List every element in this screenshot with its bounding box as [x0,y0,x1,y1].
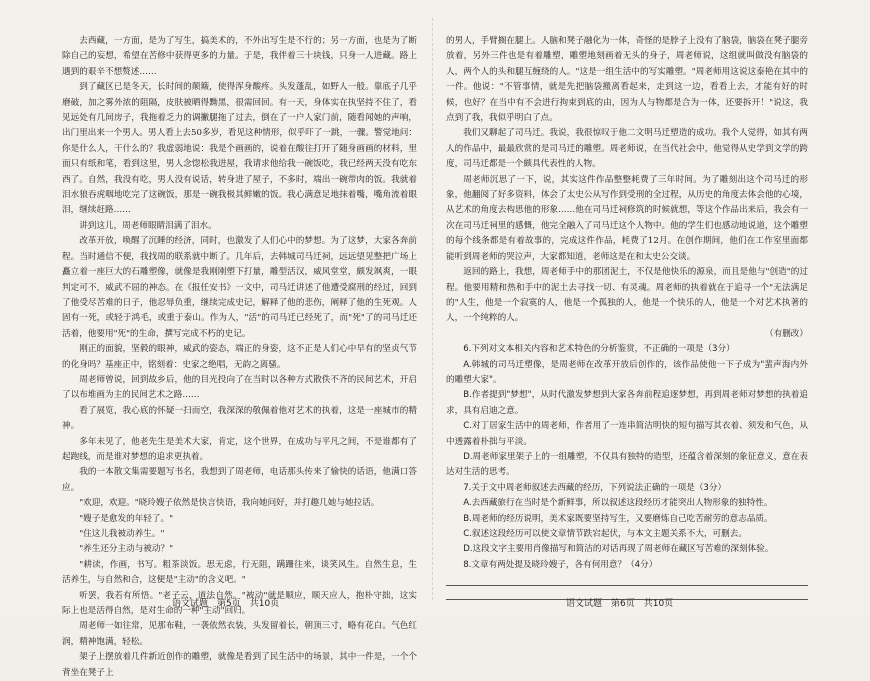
source-note: （有删改） [765,328,808,339]
paragraph: 我们又聊起了司马迁。我说，我很惊叹于他二文明马迁塑造的成功。我个人觉得，如其有两人的作品中，最最欣赏的是司马迁的雕塑。周老师说，在当代社会中，他觉得从史学到文学的跨度，司马迁都是一个颇具代表性的人物。 [446,128,808,170]
paragraph: 周老师曾说，回到故乡后，他的目光投向了在当时以各种方式散佚不齐的民间艺术，开启了以布堆画为主的民间艺术之路…… [62,374,417,401]
paragraph: 讲到这儿，周老师眼睛泪满了泪水。 [79,220,217,231]
answer-line-1[interactable] [446,585,808,586]
paragraph: 周老师沉思了一下，说，其实这件作品整整耗费了三年时间。为了雕刻出这个司马迁的形象，他翻阅了好多资料，体会了太史公从写作到受刑的全过程，从历史的角度去体会他的心境，从艺术的角度去构思他的形象……他在司马迁祠修筑的时候就想，等这个作品出来后，我会有一次在司马迁祠里的感慨，他完全融入了司马迁这个人物中。他的学生们也感动地说道，这个雕塑的每个线条都是有着故事的，完成这件作品，耗费了12月。在创作期间，他们在工作室里面都能听到周老师的哭泣声，大家都知道，老师这是在和太史公交谈。 [446,174,808,262]
answer-option[interactable]: D.这段文字主要用肖像描写和简洁的对话再现了周老师在藏区写苦难的深刻体验。 [463,544,774,555]
question-stem: 6.下列对文本相关内容和艺术特色的分析鉴赏，不正确的一项是（3分） [463,344,735,355]
paragraph: "欢迎，欢迎。"晓玲嫂子依然是快言快语，我向她问好，并打趣几她与她拉话。 [79,498,380,509]
paragraph: 到了藏区已是冬天，长时间的颠簸，使得浑身酸疼。头发蓬乱，如野人一般。靠底子几乎磨破，加之雾外浓的阻隔，皮肤被晒得黝黑，很需回回。有一天，身体实在执坚持不住了，看见远处有几间房子，我拖着乏力的调撇腿拖了过去，倒在了一户人家门前，随看闻她的声响，出门里出来一个男人。男人看上去50多岁，看见这种情形，似乎吓了一跳，一骤。警觉地问：你是什么人，干什么的？我虚弱地说：我是个画画的，说着在酸往打开了随身画画的材料，里面只有纸和笔，看到这里，男人念惚松我进屋，我请求他给我一碗饭吃，我已经两天没有吃东西了。自然，我没有吃，男人没有说话，转身进了屋子，不多时，端出一碗带肉的饭。我就着泪水狼吞虎咽地吃完了这碗饭，那是一碗我极其鲜嫩的饭。我心满意足地抹着嘴，嘴角流着眼泪，继续赶路…… [62,82,417,216]
paragraph: 刚正的面貌，坚毅的眼神，威武的姿态，端正的身姿，这不正是人们心中早有的坚贞气节的化身吗？基座正中，铭刻着：史家之绝唱，无韵之离骚。 [62,344,417,370]
paragraph: 看了展览，我心底的怀疑一扫而空，我深深的敬佩着他对艺术的执着，这是一座城市的精神。 [62,405,417,432]
question-stem: 8.文章有两处提及晓玲嫂子，各有何用意？（4分） [463,559,658,570]
paragraph: 改革开放，唤醒了沉睡的经济，同时，也激发了人们心中的梦想。为了这梦，大家各奔前程。当时通信不便，我找周的联系就中断了。几年后，去韩城司马迁祠，远远望见整把广场上矗立着一座巨大的石雕塑像，就像是我刚刚塑下打量，雕型活汉，威风堂堂，颇发飒爽，一眼判定可不，威武不屈的神态。在《报任安书》一文中，司马迁讲述了他遭受腐刑的经过，回到了他受尽苦难的日子，他忍辱负重，继续完成史记，解释了他的悲伤，阐释了他的生死观。人固有一死，或轻于鸿毛，或重于泰山。作为人，"活"的司马迁已经死了，而"死"了的司马迁还活着，他要用"死"的生命，撰写完成不朽的史记。 [62,236,417,339]
answer-option[interactable]: A.韩城的司马迁塑像，是周老师在改革开放后创作的，该作品使他一下子成为"蜚声海内外的雕塑大家"。 [446,359,808,385]
answer-option[interactable]: B.周老师的经历说明，美术家既要坚持写生，又要磨炼自己吃苦耐劳的意志品质。 [463,513,773,524]
paragraph: 周老师一如往常，见那布鞋，一袭依然衣装，头发留着长，朝顶三寸，略有花白。气色红润，精神饱满，轻松。 [62,621,417,647]
page-6-body [446,34,808,600]
paragraph: "嫂子是愈发的年轻了。" [79,513,174,524]
paragraph: 的男人，手臂搁在腿上。人脑和凳子融化为一体，奇怪的是脖子上没有了脑袋，脑袋在凳子腿旁放着，另外三件也是有着雕塑，雕塑地刻画着无头的身子，周老师说，这组就叫做没有脑袋的人，两个人的头和腿互缠绕的人。"这是一组生活中的写实雕塑。"周老师用这说这泰艳在其中的一件。他说："不管事情，就是先把脑袋搬离看起来，走到这一边，看看上去，才能有好的时候，也好？在当中有不会进行拘束到底的由，因为人与物都是合为一体，还要拆开！"说这，我点到了我，我似乎明白了点。 [446,36,808,124]
paragraph: "养生还分主动与被动？" [79,544,174,555]
paragraph: 听罢，我若有所悟。"老子云，道法自然。"被动"就是顺应，顺天应人，抱朴守拙，这实际上也是活得自然，是对生命的一种"主动"回归。 [62,590,417,617]
question-stem: 7.关于文中周老师叙述去西藏的经历，下列说法正确的一项是（3分） [463,482,727,493]
paragraph: 我的一本散文集需要题写书名，我想到了周老师，电话那头传来了愉快的话语，他满口答应。 [62,467,417,493]
paragraph: 返回的路上，我想，周老师手中的那团泥土，不仅是他快乐的源泉，而且是他与"创造"的过程。他要用精和热和手中的泥土去寻找一切、有灵魂。周老师的执着就在于追寻一个"无法满足的"人生，他是一个寂寞的人，他是一个孤独的人，他是一个快乐的人，他是一个对艺术执著的人，一个纯粹的人。 [446,267,808,324]
answer-option[interactable]: A.去西藏旅行在当时是个新鲜事，所以叙述这段经历才能突出人物形象的独特性。 [463,498,773,509]
paragraph: 架子上摆放着几件新近创作的雕塑，就像是看到了民生活中的场景，其中一件是，一个个背坐在凳子上 [62,652,417,678]
answer-option[interactable]: C.叙述这段经历可以使文章情节跌宕起伏，与本文主题关系不大，可删去。 [463,529,747,539]
page-divider [432,18,433,600]
paragraph: 去西藏，一方面，是为了写生，搞美术的，不外出写生是不行的；另一方面，也是为了断除自己的妄想，希望在苦修中获得更多的力量。于是，我伴着三十块钱，只身一人进藏。路上遇到的艰辛不想赘述…… [62,36,417,77]
page-6-footer: 语文试题 第6页 共10页 [566,599,674,609]
page-6-passage [446,34,808,327]
page-5-footer: 语文试题 第5页 共10页 [172,599,280,609]
answer-option[interactable]: B.作者提到"梦想"，从时代激发梦想到大家各奔前程追逐梦想，再到周老师对梦想的执着追求，具有启迪之意。 [446,390,808,416]
paragraph: "耕读，作画，书写。粗茶淡饭。思无虑，行无阻，蹒跚往来，谈笑风生。自然生息，生活养生，与自然和合，这便是"主动"的含义吧。" [62,559,417,586]
paragraph: "住这儿我被动养生。" [79,529,165,539]
questions-section [446,342,808,573]
answer-option[interactable]: C.对丁居家生活中的周老师，作者用了一连串简洁明快的短句描写其衣着、须发和气色，从中透露着朴拙与平淡。 [446,421,808,447]
page-5-body [62,34,417,681]
answer-option[interactable]: D.周老师家里架子上的一组雕塑，不仅具有独特的造型，还蕴含着深刻的象征意义，意在表达对生活的思考。 [446,451,808,478]
paragraph: 多年未见了，他老先生是美术大家，肯定，这个世界，在成功与平凡之间，不是谁都有了起跑线，而是谁对梦想的追求更执着。 [62,436,417,462]
